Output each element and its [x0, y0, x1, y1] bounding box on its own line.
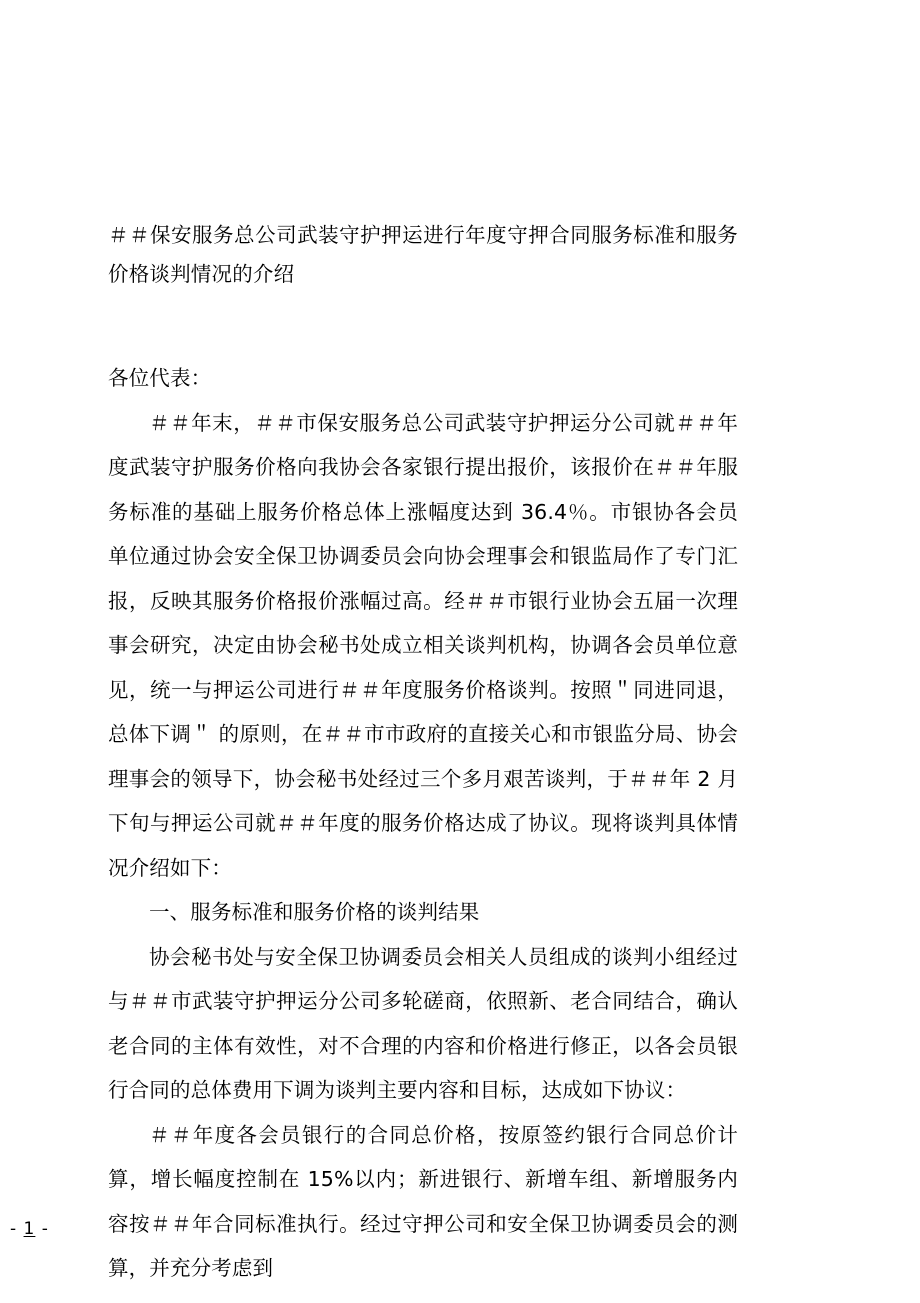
- page-footer: [10, 1218, 49, 1240]
- footer-prefix: -: [10, 1219, 24, 1239]
- paragraph-contract-pricing: ＃＃年度各会员银行的合同总价格，按原签约银行合同总价计算，增长幅度控制在 15%以内；新进银行、新增车组、新增服务内容按＃＃年合同标准执行。经过守押公司和安全保卫协调委员会的测算，并充分考虑到: [108, 1122, 738, 1280]
- salutation-line: 各位代表：: [108, 366, 212, 390]
- footer-page-number: 1: [23, 1219, 36, 1239]
- paragraph-negotiation-group: 协会秘书处与安全保卫协调委员会相关人员组成的谈判小组经过与＃＃市武装守护押运分公司多轮磋商，依照新、老合同结合，确认老合同的主体有效性，对不合理的内容和价格进行修正，以各会员银行合同的总体费用下调为谈判主要内容和目标，达成如下协议：: [108, 944, 738, 1102]
- footer-suffix: -: [35, 1219, 49, 1239]
- paragraph-opening: ＃＃年末，＃＃市保安服务总公司武装守护押运分公司就＃＃年度武装守护服务价格向我协会各家银行提出报价，该报价在＃＃年服务标准的基础上服务价格总体上涨幅度达到 36.4％。市银协各会员单位通过协会安全保卫协调委员会向协会理事会和银监局作了专门汇报，反映其服务价格报价涨幅过高。经＃＃市银行业协会五届一次理事会研究，决定由协会秘书处成立相关谈判机构，协调各会员单位意见，统一与押运公司进行＃＃年度服务价格谈判。按照＂同进同退，总体下调＂ 的原则，在＃＃市市政府的直接关心和市银监分局、协会理事会的领导下，协会秘书处经过三个多月艰苦谈判，于＃＃年 2 月下旬与押运公司就＃＃年度的服务价格达成了协议。现将谈判具体情况介绍如下：: [108, 410, 738, 880]
- title-spacer: [108, 294, 738, 356]
- section-heading-one: 一、服务标准和服务价格的谈判结果: [149, 900, 480, 924]
- document-body: [108, 216, 738, 1291]
- page-title: ＃＃保安服务总公司武装守护押运进行年度守押合同服务标准和服务价格谈判情况的介绍: [108, 223, 738, 286]
